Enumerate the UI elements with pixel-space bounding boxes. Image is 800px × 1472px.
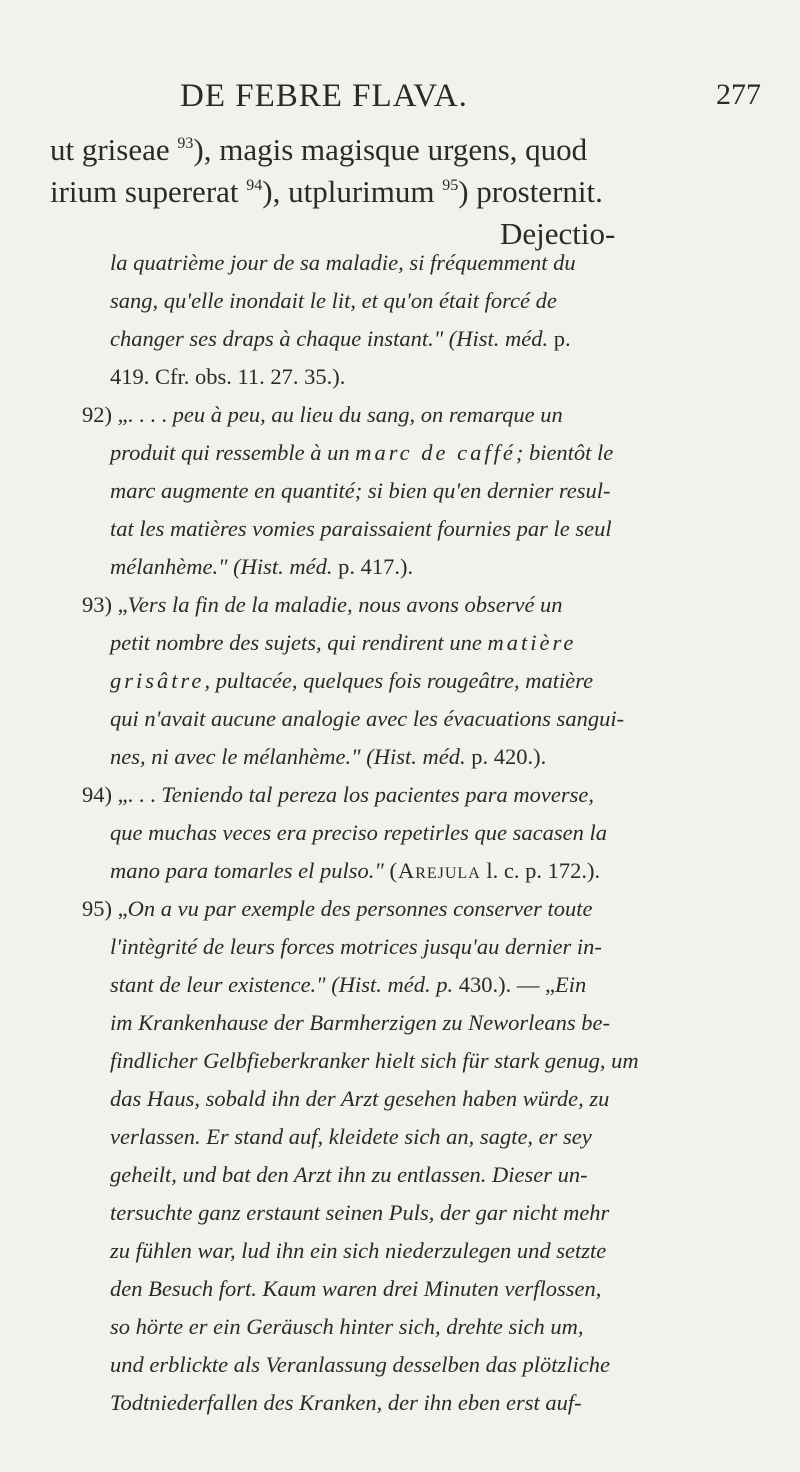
footnote-ref: 94 — [246, 177, 263, 194]
footnote-line: zu fühlen war, lud ihn ein sich niederzulegen und setzte — [110, 1238, 607, 1263]
running-head: DE FEBRE FLAVA. — [180, 78, 468, 114]
footnote-line: im Krankenhause der Barmherzigen zu Neworleans be- — [110, 1010, 610, 1035]
footnote-line: den Besuch fort. Kaum waren drei Minuten verflossen, — [110, 1276, 602, 1301]
footnote-line: und erblickte als Veranlassung desselben das plötzliche — [110, 1352, 610, 1377]
footnote-ref: 95 — [442, 177, 459, 194]
footnote-line: Todtniederfallen des Kranken, der ihn eben erst auf- — [110, 1390, 582, 1415]
footnote-95: 95) „On a vu par exemple des personnes conserver toute — [82, 896, 593, 921]
footnote-line: changer ses draps à chaque instant." (Hist. méd. p. — [110, 326, 571, 351]
footnote-line: l'intègrité de leurs forces motrices jusqu'au dernier in- — [110, 934, 602, 959]
footnote-93: 93) „Vers la fin de la maladie, nous avons observé un — [82, 592, 563, 617]
footnote-line: findlicher Gelbfieberkranker hielt sich für stark genug, um — [110, 1048, 639, 1073]
footnote-line: 419. Cfr. obs. 11. 27. 35.). — [110, 364, 346, 389]
footnote-line: tat les matières vomies paraissaient fournies par le seul — [110, 516, 612, 541]
footnote-line: verlassen. Er stand auf, kleidete sich an, sagte, er sey — [110, 1124, 592, 1149]
footnote-line: qui n'avait aucune analogie avec les évacuations sangui- — [110, 706, 625, 731]
page-header — [0, 78, 800, 118]
footnote-line: so hörte er ein Geräusch hinter sich, drehte sich um, — [110, 1314, 584, 1339]
footnote-line: que muchas veces era preciso repetirles que sacasen la — [110, 820, 607, 845]
footnote-ref: 93 — [177, 135, 194, 152]
main-line: Dejectio- — [500, 216, 616, 251]
main-line: irium supererat $^{94}$), utplurimum $^{95}$) prosternit. — [50, 174, 603, 209]
footnote-line: sang, qu'elle inondait le lit, et qu'on était forcé de — [110, 288, 557, 313]
footnote-line: nes, ni avec le mélanhème." (Hist. méd. p. 420.). — [110, 744, 547, 769]
footnote-line: stant de leur existence." (Hist. méd. p. 430.). — „Ein — [110, 972, 587, 997]
footnote-line: petit nombre des sujets, qui rendirent une matière — [110, 630, 577, 655]
footnote-line: mélanhème." (Hist. méd. p. 417.). — [110, 554, 414, 579]
footnote-line: das Haus, sobald ihn der Arzt gesehen haben würde, zu — [110, 1086, 610, 1111]
page-number: 277 — [716, 78, 761, 111]
footnote-line: produit qui ressemble à un marc de caffé; bientôt le — [110, 440, 614, 465]
footnote-line: grisâtre, pultacée, quelques fois rougeâtre, matière — [110, 668, 594, 693]
footnote-94: 94) „. . . Teniendo tal pereza los pacientes para moverse, — [82, 782, 595, 807]
footnote-line: geheilt, und bat den Arzt ihn zu entlassen. Dieser un- — [110, 1162, 588, 1187]
footnote-line: mano para tomarles el pulso." (Arejula l. c. p. 172.). — [110, 858, 601, 883]
footnote-line: tersuchte ganz erstaunt seinen Puls, der gar nicht mehr — [110, 1200, 610, 1225]
footnote-92: 92) „. . . . peu à peu, au lieu du sang, on remarque un — [82, 402, 563, 427]
main-line: ut griseae $^{93}$), magis magisque urgens, quod — [50, 132, 588, 167]
footnote-line: la quatrième jour de sa maladie, si fréquemment du — [110, 250, 576, 275]
footnote-line: marc augmente en quantité; si bien qu'en dernier resul- — [110, 478, 611, 503]
